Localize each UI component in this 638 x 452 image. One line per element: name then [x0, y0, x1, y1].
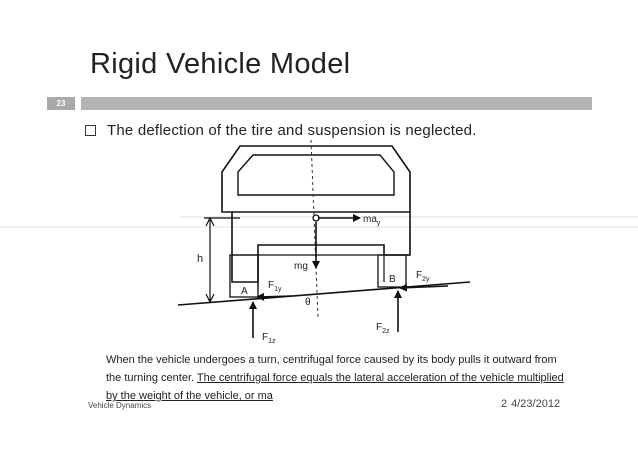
label-f2z: $F_{2z}$ — [376, 322, 390, 335]
label-mg: mg — [294, 261, 308, 272]
label-theta: θ — [305, 297, 311, 308]
caption-part-2-underlined: The centrifugal force equals the lateral acceleration of the vehicle multiplied by the weight of the vehicle, or ma — [106, 372, 564, 402]
label-h: h — [197, 253, 204, 265]
label-b: B — [389, 274, 396, 285]
slide-number: 23 — [56, 99, 66, 108]
height-dimension — [204, 218, 240, 302]
centerline — [311, 140, 318, 318]
caption-part-1: When the vehicle undergoes a turn, centrifugal force caused by its body pulls it outward from the turning center. — [106, 354, 557, 384]
slide-title: Rigid Vehicle Model — [90, 48, 351, 80]
footer-date: 4/23/2012 — [511, 398, 561, 410]
footer-right — [501, 398, 560, 410]
bullet-text: The deflection of the tire and suspension is neglected. — [107, 122, 477, 139]
label-ma-y: $ma_y$ — [363, 214, 381, 227]
caption-text — [106, 351, 566, 405]
label-f1y: $F_{1y}$ — [268, 280, 282, 293]
ground-line — [178, 282, 470, 305]
label-f1z: $F_{1z}$ — [262, 332, 276, 345]
footer-page-number: 2 — [501, 398, 508, 410]
label-a: A — [241, 286, 248, 297]
footer-course-name: Vehicle Dynamics — [88, 401, 152, 410]
f1y-arrow — [257, 296, 292, 297]
label-f2y: $F_{2y}$ — [416, 270, 430, 283]
